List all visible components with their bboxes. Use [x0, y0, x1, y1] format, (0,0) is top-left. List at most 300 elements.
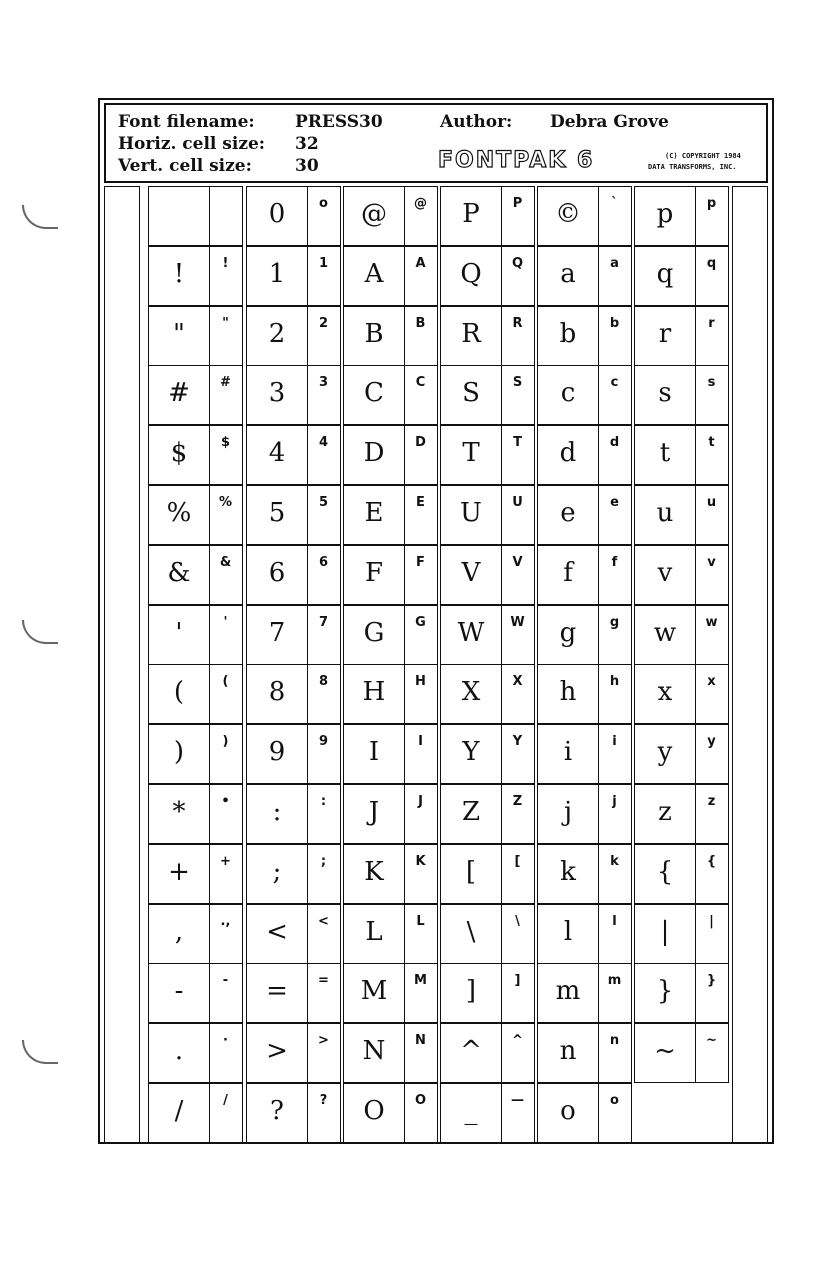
glyph-sample: ! — [173, 259, 185, 289]
glyph-sample: © — [555, 199, 581, 229]
glyph-cell — [148, 904, 210, 964]
glyph-sample: J — [368, 797, 380, 827]
standard-char: w — [705, 615, 718, 630]
standard-char: " — [222, 316, 229, 331]
glyph-cell — [343, 664, 405, 724]
standard-char: ~ — [706, 1033, 717, 1048]
glyph-cell — [537, 186, 599, 246]
glyph-cell — [440, 425, 502, 485]
glyph-cell — [537, 1023, 599, 1083]
glyph-sample: ? — [270, 1096, 284, 1126]
glyph-cell — [440, 1023, 502, 1083]
standard-char-cell — [598, 545, 632, 605]
standard-char-cell — [404, 246, 438, 306]
glyph-cell — [537, 963, 599, 1023]
glyph-cell — [537, 545, 599, 605]
standard-char-cell — [501, 605, 535, 665]
glyph-cell — [440, 963, 502, 1023]
glyph-sample: _ — [464, 1096, 478, 1126]
glyph-sample: V — [461, 558, 481, 588]
glyph-sample: r — [658, 319, 672, 349]
glyph-cell — [343, 844, 405, 904]
standard-char-cell — [404, 545, 438, 605]
standard-char-cell — [307, 1023, 341, 1083]
standard-char-cell — [404, 724, 438, 784]
standard-char: • — [221, 794, 230, 809]
standard-char: 5 — [318, 495, 329, 510]
standard-char-cell — [695, 365, 729, 425]
standard-char-cell — [307, 784, 341, 844]
glyph-sample: h — [559, 677, 577, 707]
glyph-cell — [537, 724, 599, 784]
glyph-sample: . — [174, 1036, 184, 1066]
standard-char-cell — [404, 963, 438, 1023]
glyph-sample: 5 — [268, 498, 286, 528]
glyph-cell — [343, 1023, 405, 1083]
standard-char-cell — [307, 664, 341, 724]
glyph-sample: ] — [465, 976, 477, 1006]
standard-char: t — [708, 435, 715, 450]
glyph-cell — [148, 1023, 210, 1083]
glyph-sample: w — [653, 618, 677, 648]
glyph-sample: z — [658, 797, 672, 827]
standard-char: — — [511, 1093, 524, 1108]
standard-char-cell — [404, 1023, 438, 1083]
glyph-sample: ^ — [460, 1036, 482, 1066]
glyph-cell — [246, 485, 308, 545]
glyph-cell — [634, 844, 696, 904]
glyph-sample: d — [559, 438, 577, 468]
horiz-size-label: Horiz. cell size: — [118, 134, 266, 154]
glyph-cell — [246, 784, 308, 844]
glyph-cell — [634, 365, 696, 425]
standard-char: < — [318, 914, 329, 929]
fontpak-logo: FONTPAK 6 — [438, 148, 595, 173]
standard-char-cell — [307, 1083, 341, 1143]
glyph-sample: ) — [173, 737, 185, 767]
glyph-cell — [537, 784, 599, 844]
standard-char-cell — [598, 365, 632, 425]
standard-char: ^ — [512, 1033, 523, 1048]
glyph-sample: e — [560, 498, 576, 528]
glyph-cell — [148, 605, 210, 665]
standard-char-cell — [209, 963, 243, 1023]
standard-char-cell — [307, 545, 341, 605]
standard-char: 8 — [318, 674, 329, 689]
glyph-cell — [537, 485, 599, 545]
glyph-cell — [343, 246, 405, 306]
glyph-cell — [148, 425, 210, 485]
glyph-cell — [246, 605, 308, 665]
standard-char-cell — [501, 784, 535, 844]
glyph-cell — [634, 425, 696, 485]
glyph-cell — [148, 784, 210, 844]
glyph-sample: D — [363, 438, 385, 468]
glyph-sample: c — [560, 378, 576, 408]
glyph-cell — [537, 246, 599, 306]
standard-char: b — [609, 316, 620, 331]
standard-char-cell — [695, 186, 729, 246]
filename-value: PRESS30 — [295, 112, 383, 132]
standard-char: n — [609, 1033, 620, 1048]
standard-char-cell — [695, 1023, 729, 1083]
glyph-cell — [440, 844, 502, 904]
glyph-sample: 6 — [268, 558, 286, 588]
glyph-cell — [246, 425, 308, 485]
standard-char-cell — [404, 186, 438, 246]
glyph-sample: X — [461, 677, 481, 707]
standard-char: y — [707, 734, 716, 749]
standard-char-cell — [307, 963, 341, 1023]
glyph-sample: & — [167, 558, 191, 588]
glyph-sample: a — [560, 259, 576, 289]
standard-char: \ — [515, 914, 520, 929]
binder-hole-top — [22, 205, 58, 229]
standard-char: O — [414, 1093, 427, 1108]
standard-char: / — [223, 1093, 228, 1108]
glyph-sample: $ — [170, 438, 188, 468]
standard-char-cell — [307, 186, 341, 246]
glyph-cell — [343, 545, 405, 605]
glyph-sample: A — [364, 259, 384, 289]
standard-char-cell — [598, 425, 632, 485]
glyph-cell — [537, 425, 599, 485]
glyph-cell — [440, 724, 502, 784]
glyph-cell — [634, 963, 696, 1023]
standard-char: o — [319, 196, 328, 211]
standard-char-cell — [598, 724, 632, 784]
standard-char: s — [707, 375, 716, 390]
glyph-cell — [537, 844, 599, 904]
glyph-cell — [343, 306, 405, 366]
standard-char: S — [512, 375, 523, 390]
standard-char: ., — [220, 914, 231, 929]
standard-char-cell — [501, 246, 535, 306]
glyph-sample: g — [559, 618, 577, 648]
glyph-cell — [246, 724, 308, 784]
glyph-sample: % — [166, 498, 192, 528]
glyph-sample: b — [559, 319, 577, 349]
glyph-sample: I — [368, 737, 380, 767]
standard-char: ) — [222, 734, 229, 749]
standard-char: P — [512, 196, 523, 211]
standard-char: & — [219, 555, 232, 570]
standard-char-cell — [501, 844, 535, 904]
standard-char-cell — [598, 1023, 632, 1083]
standard-char-cell — [307, 724, 341, 784]
glyph-sample: H — [362, 677, 386, 707]
standard-char: Q — [511, 256, 524, 271]
horiz-size-value: 32 — [295, 134, 319, 154]
standard-char-cell — [695, 724, 729, 784]
standard-char-cell — [307, 605, 341, 665]
glyph-cell — [148, 485, 210, 545]
glyph-sample: O — [363, 1096, 385, 1126]
standard-char-cell — [501, 904, 535, 964]
glyph-cell — [343, 186, 405, 246]
standard-char: o — [610, 1093, 619, 1108]
standard-char-cell — [404, 365, 438, 425]
glyph-sample: k — [560, 857, 576, 887]
glyph-cell — [148, 963, 210, 1023]
standard-char-cell — [307, 425, 341, 485]
glyph-sample: + — [168, 857, 190, 887]
glyph-sample: ; — [272, 857, 282, 887]
standard-char-cell — [307, 844, 341, 904]
glyph-sample: # — [168, 378, 190, 408]
standard-char: h — [609, 674, 620, 689]
glyph-cell — [537, 306, 599, 366]
standard-char-cell — [209, 545, 243, 605]
standard-char: } — [706, 973, 717, 988]
glyph-sample: " — [173, 319, 185, 349]
glyph-cell — [343, 784, 405, 844]
glyph-sample: < — [266, 917, 288, 947]
glyph-sample: } — [656, 976, 674, 1006]
glyph-cell — [343, 724, 405, 784]
standard-char-cell — [501, 1083, 535, 1143]
standard-char: % — [218, 495, 233, 510]
copyright-line-2: DATA TRANSFORMS, INC. — [648, 163, 737, 171]
right-margin-strip — [732, 186, 768, 1144]
glyph-cell — [440, 365, 502, 425]
glyph-cell — [246, 365, 308, 425]
standard-char-cell — [695, 425, 729, 485]
glyph-sample: t — [659, 438, 671, 468]
glyph-sample: ' — [175, 618, 183, 648]
standard-char: [ — [514, 854, 521, 869]
standard-char: · — [223, 1033, 228, 1048]
glyph-sample: = — [266, 976, 288, 1006]
standard-char: 3 — [318, 375, 329, 390]
standard-char: z — [707, 794, 716, 809]
glyph-cell — [440, 485, 502, 545]
standard-char-cell — [501, 365, 535, 425]
standard-char: + — [220, 854, 231, 869]
glyph-cell — [148, 365, 210, 425]
standard-char: M — [414, 973, 427, 988]
glyph-cell — [246, 246, 308, 306]
standard-char-cell — [695, 844, 729, 904]
left-margin-strip — [104, 186, 140, 1144]
glyph-cell — [343, 1083, 405, 1143]
standard-char-cell — [404, 844, 438, 904]
glyph-cell — [343, 605, 405, 665]
standard-char-cell — [695, 784, 729, 844]
standard-char: u — [706, 495, 717, 510]
glyph-cell — [343, 425, 405, 485]
standard-char: f — [611, 555, 618, 570]
glyph-cell — [246, 545, 308, 605]
standard-char-cell — [501, 485, 535, 545]
standard-char-cell — [501, 186, 535, 246]
standard-char: m — [607, 973, 622, 988]
glyph-sample: ( — [173, 677, 185, 707]
standard-char: ? — [319, 1093, 328, 1108]
standard-char: | — [709, 914, 714, 929]
vert-size-value: 30 — [295, 156, 319, 176]
glyph-sample: F — [364, 558, 384, 588]
standard-char: r — [708, 316, 715, 331]
glyph-sample: M — [360, 976, 388, 1006]
standard-char-cell — [598, 186, 632, 246]
glyph-cell — [537, 1083, 599, 1143]
standard-char-cell — [695, 485, 729, 545]
glyph-sample: y — [657, 737, 673, 767]
glyph-sample: , — [174, 917, 184, 947]
binder-hole-bottom — [22, 1040, 58, 1064]
standard-char: R — [512, 316, 523, 331]
glyph-cell — [537, 365, 599, 425]
standard-char-cell — [404, 664, 438, 724]
standard-char-cell — [598, 246, 632, 306]
standard-char-cell — [404, 425, 438, 485]
standard-char: k — [610, 854, 619, 869]
glyph-sample: { — [656, 857, 674, 887]
standard-char-cell — [209, 724, 243, 784]
glyph-sample: S — [462, 378, 480, 408]
glyph-cell — [246, 1023, 308, 1083]
standard-char-cell — [598, 306, 632, 366]
glyph-sample: 4 — [268, 438, 286, 468]
standard-char-cell — [598, 904, 632, 964]
glyph-cell — [440, 306, 502, 366]
glyph-cell — [148, 545, 210, 605]
glyph-sample: G — [363, 618, 385, 648]
glyph-cell — [634, 246, 696, 306]
standard-char-cell — [695, 246, 729, 306]
glyph-sample: u — [656, 498, 674, 528]
glyph-cell — [537, 605, 599, 665]
standard-char: 2 — [318, 316, 329, 331]
glyph-cell — [343, 485, 405, 545]
standard-char-cell — [209, 306, 243, 366]
standard-char: G — [415, 615, 426, 630]
standard-char-cell — [598, 844, 632, 904]
standard-char: C — [415, 375, 426, 390]
standard-char-cell — [209, 186, 243, 246]
standard-char-cell — [404, 605, 438, 665]
glyph-sample: s — [658, 378, 672, 408]
glyph-sample: q — [656, 259, 674, 289]
glyph-cell — [343, 963, 405, 1023]
standard-char: J — [418, 794, 423, 809]
standard-char-cell — [209, 1023, 243, 1083]
standard-char: ; — [320, 854, 327, 869]
glyph-sample: 2 — [268, 319, 286, 349]
standard-char: D — [415, 435, 426, 450]
standard-char: V — [512, 555, 523, 570]
glyph-sample: ~ — [654, 1036, 676, 1066]
glyph-sample: @ — [361, 199, 387, 229]
standard-char-cell — [598, 1083, 632, 1143]
standard-char-cell — [501, 306, 535, 366]
glyph-sample: U — [460, 498, 482, 528]
glyph-sample: v — [657, 558, 673, 588]
standard-char: 4 — [318, 435, 329, 450]
standard-char: W — [510, 615, 525, 630]
standard-char: = — [318, 973, 329, 988]
standard-char: : — [320, 794, 327, 809]
standard-char: K — [415, 854, 426, 869]
glyph-cell — [634, 306, 696, 366]
standard-char-cell — [598, 784, 632, 844]
glyph-cell — [440, 186, 502, 246]
standard-char-cell — [307, 904, 341, 964]
glyph-sample: o — [560, 1096, 576, 1126]
standard-char: Z — [512, 794, 523, 809]
standard-char: F — [416, 555, 425, 570]
standard-char: 6 — [318, 555, 329, 570]
standard-char: # — [220, 375, 231, 390]
glyph-cell — [634, 784, 696, 844]
glyph-sample: / — [174, 1096, 184, 1126]
glyph-sample: - — [174, 976, 184, 1006]
standard-char-cell — [209, 664, 243, 724]
author-label: Author: — [440, 112, 513, 132]
standard-char: X — [512, 674, 523, 689]
standard-char-cell — [404, 784, 438, 844]
glyph-sample: 1 — [268, 259, 286, 289]
standard-char-cell — [307, 485, 341, 545]
standard-char: ( — [222, 674, 229, 689]
standard-char-cell — [501, 425, 535, 485]
glyph-sample: n — [559, 1036, 577, 1066]
glyph-sample: j — [563, 797, 573, 827]
standard-char: - — [222, 973, 229, 988]
standard-char-cell — [209, 365, 243, 425]
standard-char-cell — [695, 904, 729, 964]
standard-char-cell — [404, 904, 438, 964]
glyph-sample: 9 — [268, 737, 286, 767]
glyph-cell — [440, 784, 502, 844]
glyph-sample: N — [362, 1036, 386, 1066]
standard-char-cell — [695, 664, 729, 724]
glyph-cell — [634, 605, 696, 665]
standard-char: j — [612, 794, 617, 809]
standard-char: L — [416, 914, 425, 929]
author-value: Debra Grove — [550, 112, 669, 132]
standard-char: l — [612, 914, 617, 929]
glyph-cell — [537, 664, 599, 724]
glyph-sample: C — [364, 378, 384, 408]
glyph-cell — [634, 186, 696, 246]
standard-char: q — [706, 256, 717, 271]
glyph-sample: P — [462, 199, 480, 229]
glyph-cell — [440, 664, 502, 724]
standard-char: c — [610, 375, 619, 390]
standard-char-cell — [501, 1023, 535, 1083]
glyph-sample: > — [266, 1036, 288, 1066]
glyph-cell — [634, 545, 696, 605]
standard-char-cell — [501, 724, 535, 784]
standard-char: v — [707, 555, 716, 570]
standard-char: e — [610, 495, 619, 510]
glyph-sample: 8 — [268, 677, 286, 707]
glyph-sample: f — [563, 558, 573, 588]
copyright-line-1: (C) COPYRIGHT 1984 — [665, 152, 741, 160]
standard-char: a — [610, 256, 619, 271]
standard-char-cell — [209, 784, 243, 844]
glyph-sample: Q — [460, 259, 482, 289]
glyph-sample: L — [365, 917, 383, 947]
standard-char: @ — [414, 196, 427, 211]
glyph-cell — [634, 904, 696, 964]
standard-char: Y — [512, 734, 523, 749]
standard-char: N — [415, 1033, 426, 1048]
standard-char-cell — [598, 605, 632, 665]
standard-char-cell — [404, 1083, 438, 1143]
